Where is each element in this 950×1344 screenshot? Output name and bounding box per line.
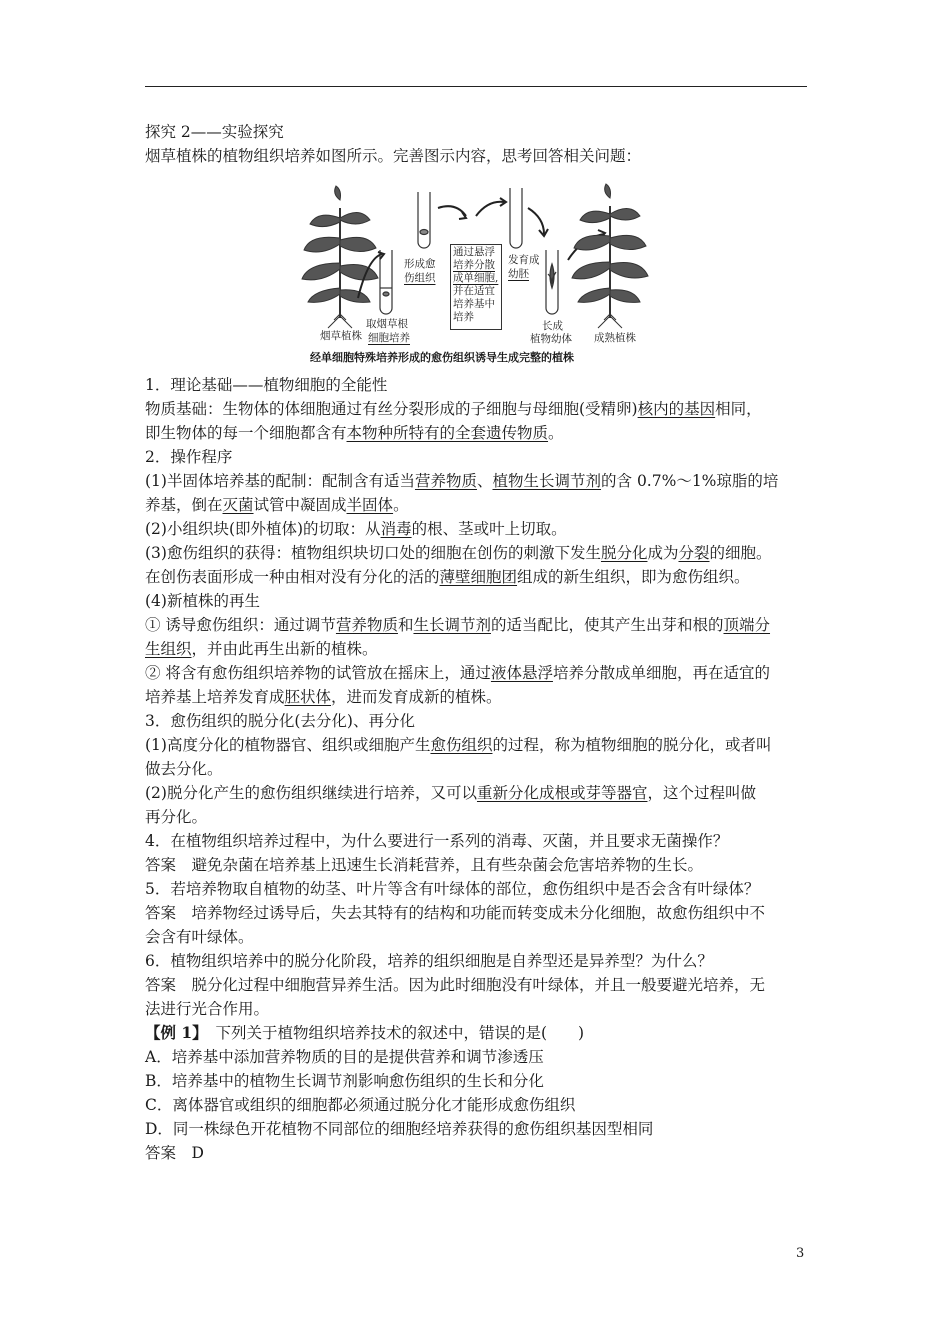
text: ，进而发育成新的植株。 bbox=[331, 688, 502, 706]
s2-p7 bbox=[145, 613, 815, 637]
s2-p2 bbox=[145, 493, 815, 517]
underlined-term: 分裂 bbox=[678, 544, 710, 562]
underlined-term: 薄壁细胞团 bbox=[439, 568, 518, 586]
q5-question: 5．若培养物取自植物的幼茎、叶片等含有叶绿体的部位，愈伤组织中是否会含有叶绿体？ bbox=[145, 880, 760, 898]
s2-p6: (4)新植株的再生 bbox=[145, 592, 260, 610]
text: ② 将含有愈伤组织培养物的试管放在摇床上，通过 bbox=[145, 664, 491, 682]
box-line: 培养基中 bbox=[453, 298, 495, 310]
option-d: D．同一株绿色开花植物不同部位的细胞经培养获得的愈伤组织基因型相同 bbox=[145, 1120, 654, 1138]
s1-line1 bbox=[145, 397, 815, 421]
example-tag: 【例 1】 bbox=[145, 1023, 200, 1042]
label-form-callus-2: 伤组织 bbox=[404, 272, 436, 284]
underlined-term: 液体悬浮 bbox=[490, 664, 553, 682]
underlined-term: 消毒 bbox=[380, 520, 412, 538]
s2-p4 bbox=[145, 541, 815, 565]
label-grow-1: 长成 bbox=[542, 320, 563, 332]
q4-answer: 答案 避免杂菌在培养基上迅速生长消耗营养，且有些杂菌会危害培养物的生长。 bbox=[145, 856, 704, 874]
label-mature: 成熟植株 bbox=[594, 332, 636, 344]
text: 成为 bbox=[647, 544, 679, 562]
example-stem bbox=[145, 1021, 815, 1045]
text: ① 诱导愈伤组织：通过调节 bbox=[145, 616, 336, 634]
underlined-term: 营养物质 bbox=[335, 616, 398, 634]
test-tube-1 bbox=[380, 250, 392, 314]
test-tube-4 bbox=[546, 250, 558, 314]
q6-answer-2: 法进行光合作用。 bbox=[145, 1000, 270, 1018]
option-a: A．培养基中添加营养物质的目的是提供营养和调节渗透压 bbox=[145, 1048, 544, 1066]
box-line: 培养 bbox=[453, 311, 474, 323]
text: 组成的新生组织，即为愈伤组织。 bbox=[517, 568, 750, 586]
s2-p5 bbox=[145, 565, 815, 589]
tissue-culture-figure bbox=[298, 178, 654, 368]
s2-p1 bbox=[145, 469, 815, 493]
q4-question: 4．在植物组织培养过程中，为什么要进行一系列的消毒、灭菌，并且要求无菌操作？ bbox=[145, 832, 729, 850]
underlined-term: 半固体 bbox=[346, 496, 394, 514]
s1-title: 1．理论基础——植物细胞的全能性 bbox=[145, 376, 388, 394]
underlined-term: 顶端分 bbox=[723, 616, 771, 634]
tobacco-plant-right bbox=[572, 184, 648, 328]
underlined-term: 脱分化 bbox=[600, 544, 648, 562]
text: 即生物体的每一个细胞都含有 bbox=[145, 424, 347, 442]
box-line: 并在适宜 bbox=[453, 285, 495, 297]
underlined-term: 灭菌 bbox=[222, 496, 254, 514]
text: 的含 0.7%～1%琼脂的培 bbox=[601, 472, 779, 490]
text: ，这个过程叫做 bbox=[647, 784, 756, 802]
header-rule bbox=[145, 86, 807, 87]
underlined-term: 本物种所特有的全套遗传物质 bbox=[346, 424, 549, 442]
label-grow-2: 植物幼体 bbox=[530, 333, 572, 345]
label-cell-culture: 细胞培养 bbox=[368, 332, 410, 344]
underlined-term: 胚状体 bbox=[284, 688, 332, 706]
s2-p8 bbox=[145, 637, 815, 661]
tobacco-plant-left bbox=[302, 186, 378, 328]
option-b: B．培养基中的植物生长调节剂影响愈伤组织的生长和分化 bbox=[145, 1072, 544, 1090]
text: ，并由此再生出新的植株。 bbox=[191, 640, 378, 658]
text: 培养分散成单细胞，再在适宜的 bbox=[552, 664, 770, 682]
example-answer: 答案 D bbox=[145, 1144, 204, 1162]
s2-p10 bbox=[145, 685, 815, 709]
underlined-term: 生长调节剂 bbox=[413, 616, 491, 634]
figure-caption: 经单细胞特殊培养形成的愈伤组织诱导生成完整的植株 bbox=[310, 351, 574, 364]
text: 养基，倒在 bbox=[145, 496, 223, 514]
underlined-term: 重新分化成根或芽等器官 bbox=[476, 784, 648, 802]
text: 的细胞。 bbox=[709, 544, 772, 562]
text: (1)高度分化的植物器官、组织或细胞产生 bbox=[145, 736, 431, 754]
text: (2)脱分化产生的愈伤组织继续进行培养，又可以 bbox=[145, 784, 477, 802]
label-develop-1: 发育成 bbox=[508, 254, 540, 266]
underlined-term: 愈伤组织 bbox=[430, 736, 493, 754]
label-tobacco: 烟草植株 bbox=[320, 330, 362, 342]
q6-question: 6．植物组织培养中的脱分化阶段，培养的组织细胞是自养型还是异养型？为什么？ bbox=[145, 952, 713, 970]
q5-answer-1: 答案 培养物经过诱导后，失去其特有的结构和功能而转变成未分化细胞，故愈伤组织中不 bbox=[145, 904, 766, 922]
box-line: 成单细胞, bbox=[453, 272, 499, 284]
underlined-term: 植物生长调节剂 bbox=[492, 472, 602, 490]
text: 下列关于植物组织培养技术的叙述中，错误的是( ) bbox=[199, 1024, 585, 1042]
s3-p3 bbox=[145, 781, 815, 805]
intro-text: 烟草植株的植物组织培养如图所示。完善图示内容，思考回答相关问题： bbox=[145, 147, 642, 165]
s2-title: 2．操作程序 bbox=[145, 448, 233, 466]
text: 的过程，称为植物细胞的脱分化，或者叫 bbox=[492, 736, 772, 754]
test-tube-3 bbox=[510, 188, 522, 248]
option-c: C．离体器官或组织的细胞都必须通过脱分化才能形成愈伤组织 bbox=[145, 1096, 576, 1114]
test-tube-2 bbox=[418, 192, 430, 248]
s2-p9 bbox=[145, 661, 815, 685]
page-number: 3 bbox=[796, 1246, 805, 1261]
s3-p1 bbox=[145, 733, 815, 757]
text: 相同， bbox=[715, 400, 762, 418]
text: 的根、茎或叶上切取。 bbox=[411, 520, 567, 538]
intro-block bbox=[145, 120, 815, 168]
text: (2)小组织块(即外植体)的切取：从 bbox=[145, 520, 381, 538]
s3-p4: 再分化。 bbox=[145, 808, 208, 826]
text: (3)愈伤组织的获得：植物组织块切口处的细胞在创伤的刺激下发生 bbox=[145, 544, 601, 562]
text: 物质基础：生物体的体细胞通过有丝分裂形成的子细胞与母细胞(受精卵) bbox=[145, 400, 638, 418]
text: (1)半固体培养基的配制：配制含有适当 bbox=[145, 472, 415, 490]
s1-line2 bbox=[145, 421, 815, 445]
label-form-callus-1: 形成愈 bbox=[404, 258, 436, 270]
main-body bbox=[145, 373, 815, 1165]
s2-p3 bbox=[145, 517, 815, 541]
q6-answer-1: 答案 脱分化过程中细胞营异养生活。因为此时细胞没有叶绿体，并且一般要避光培养，无 bbox=[145, 976, 766, 994]
s3-title: 3．愈伤组织的脱分化(去分化)、再分化 bbox=[145, 712, 415, 730]
underlined-term: 营养物质 bbox=[414, 472, 477, 490]
box-line: 通过悬浮 bbox=[453, 246, 495, 258]
text: 、 bbox=[476, 472, 493, 490]
text: 。 bbox=[393, 496, 409, 514]
underlined-term: 核内的基因 bbox=[637, 400, 716, 418]
label-take-root: 取烟草根 bbox=[366, 318, 408, 330]
underlined-term: 生组织 bbox=[145, 640, 192, 658]
text: 在创伤表面形成一种由相对没有分化的活的 bbox=[145, 568, 440, 586]
label-develop-2: 幼胚 bbox=[508, 268, 529, 280]
text: 和 bbox=[397, 616, 414, 634]
box-line: 培养分散 bbox=[453, 259, 495, 271]
s3-p2: 做去分化。 bbox=[145, 760, 223, 778]
text: 。 bbox=[548, 424, 564, 442]
process-box bbox=[450, 244, 502, 330]
text: 的适当配比，使其产生出芽和根的 bbox=[490, 616, 724, 634]
text: 培养基上培养发育成 bbox=[145, 688, 285, 706]
section-title: 探究 2——实验探究 bbox=[145, 123, 284, 141]
q5-answer-2: 会含有叶绿体。 bbox=[145, 928, 254, 946]
text: 试管中凝固成 bbox=[253, 496, 347, 514]
